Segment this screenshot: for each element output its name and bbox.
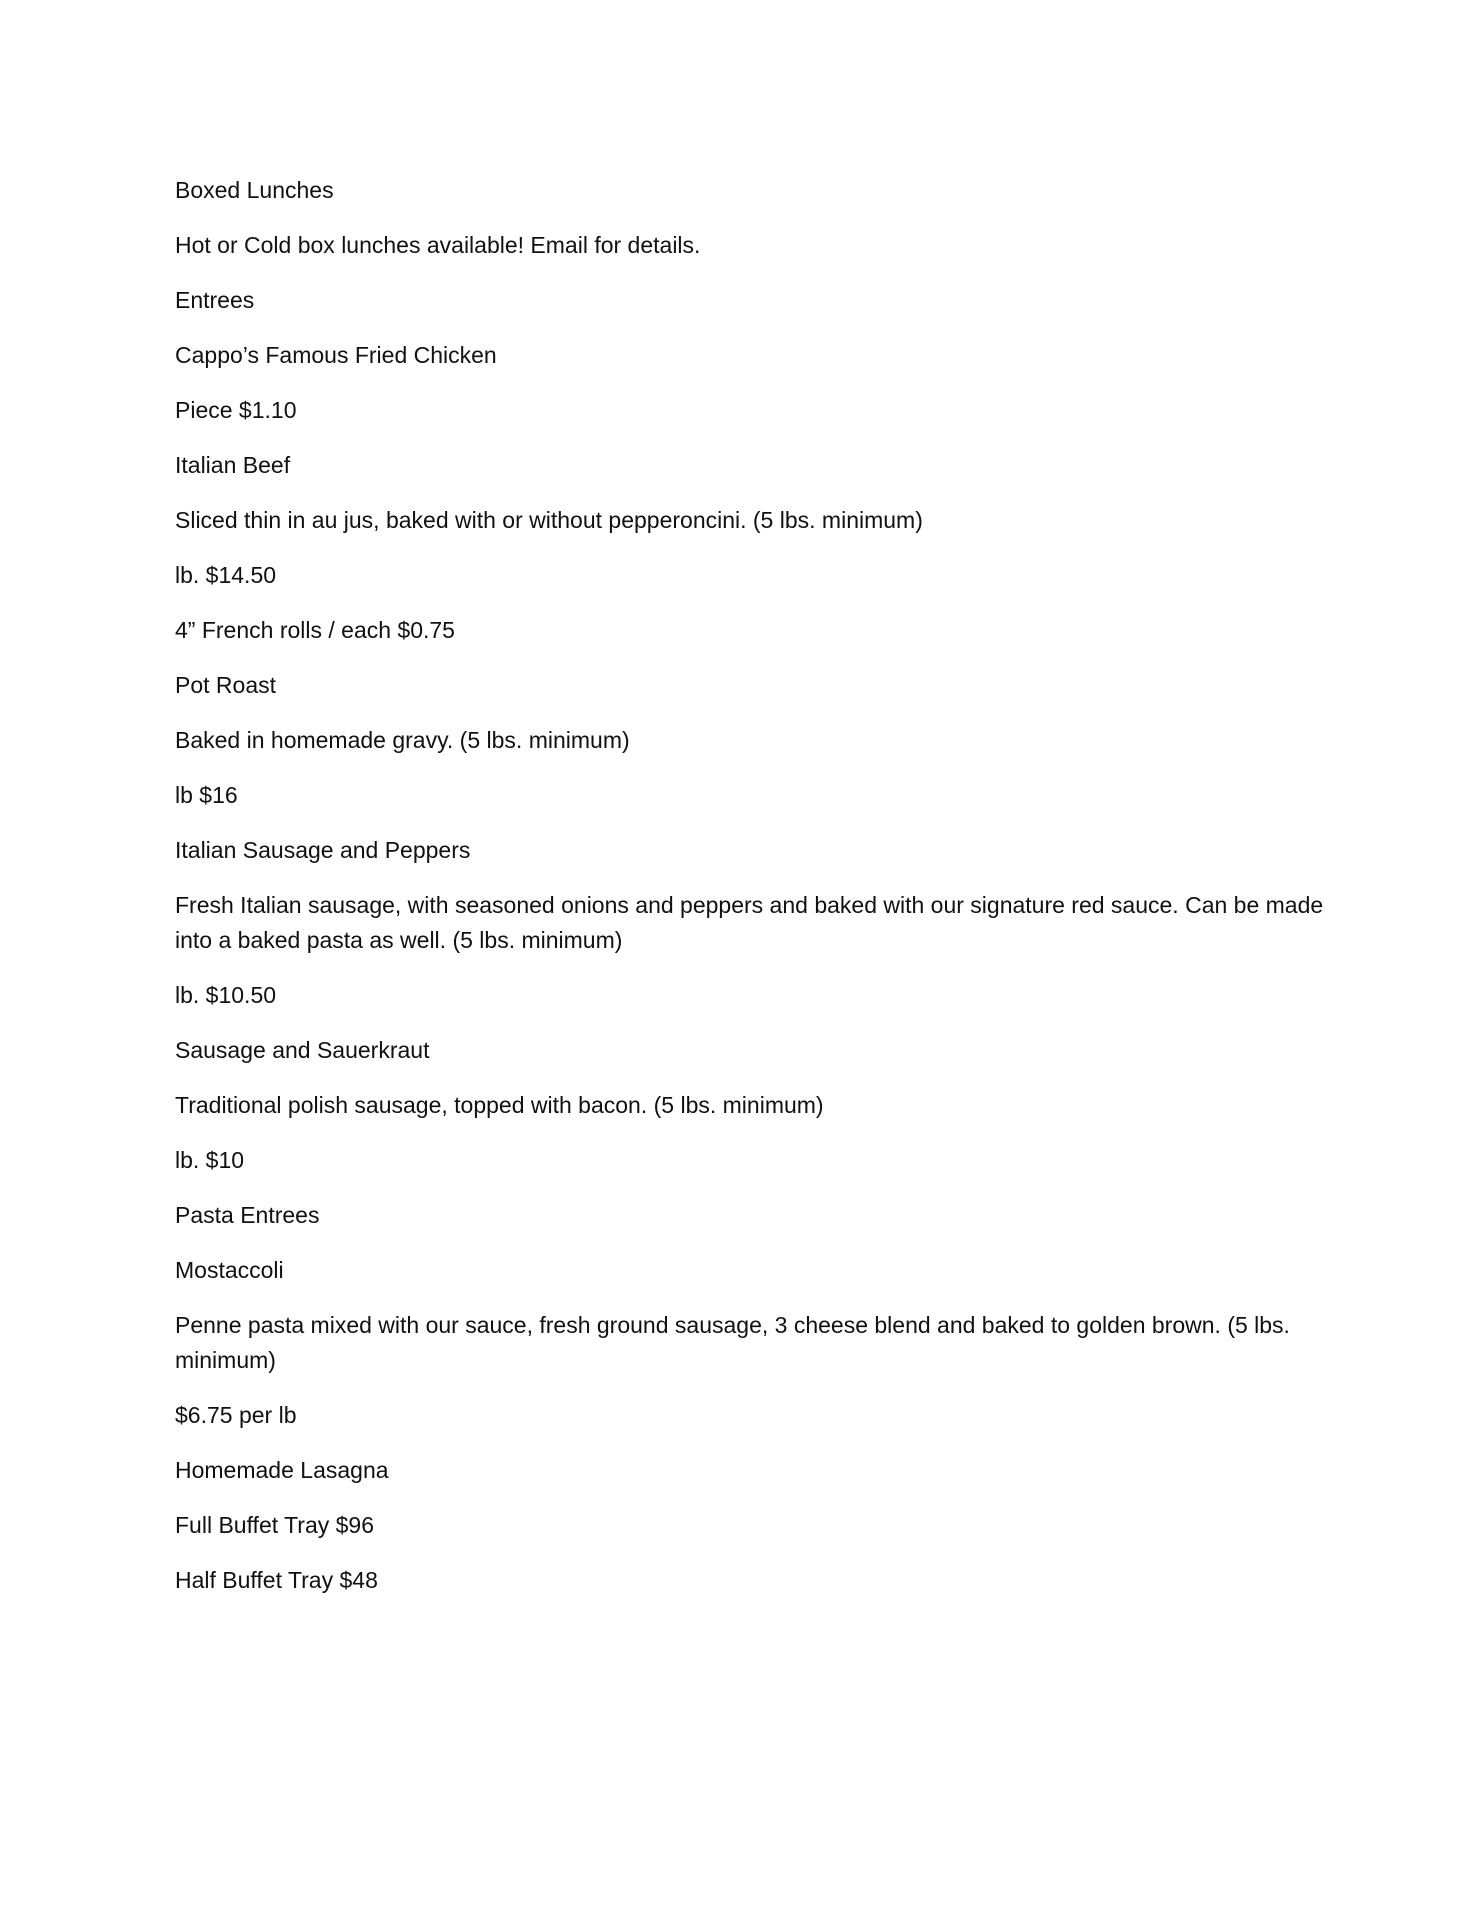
description-pot-roast: Baked in homemade gravy. (5 lbs. minimum) (175, 727, 630, 753)
item-fried-chicken: Cappo’s Famous Fried Chicken (175, 342, 497, 368)
menu-text-body (175, 173, 1325, 1618)
item-sausage-peppers: Italian Sausage and Peppers (175, 837, 471, 863)
price-french-rolls: 4” French rolls / each $0.75 (175, 617, 455, 643)
price-sausage-sauerkraut: lb. $10 (175, 1147, 245, 1173)
price-fried-chicken: Piece $1.10 (175, 397, 297, 423)
price-mostaccoli: $6.75 per lb (175, 1402, 297, 1428)
section-heading-boxed-lunches: Boxed Lunches (175, 177, 334, 203)
price-italian-beef: lb. $14.50 (175, 562, 277, 588)
price-pot-roast: lb $16 (175, 782, 238, 808)
item-pot-roast: Pot Roast (175, 672, 276, 698)
description-sausage-sauerkraut: Traditional polish sausage, topped with bacon. (5 lbs. minimum) (175, 1092, 824, 1118)
section-heading-entrees: Entrees (175, 287, 255, 313)
price-lasagna-full-tray: Full Buffet Tray $96 (175, 1512, 375, 1538)
price-lasagna-half-tray: Half Buffet Tray $48 (175, 1567, 378, 1593)
item-sausage-sauerkraut: Sausage and Sauerkraut (175, 1037, 430, 1063)
description-sausage-peppers: Fresh Italian sausage, with seasoned onions and peppers and baked with our signature red sauce. Can be made into a baked pasta as well. (5 lbs. minimum) (175, 892, 1324, 953)
boxed-lunches-note: Hot or Cold box lunches available! Email for details. (175, 232, 701, 258)
item-homemade-lasagna: Homemade Lasagna (175, 1457, 389, 1483)
item-mostaccoli: Mostaccoli (175, 1257, 284, 1283)
description-mostaccoli: Penne pasta mixed with our sauce, fresh ground sausage, 3 cheese blend and baked to golden brown. (5 lbs. minimum) (175, 1312, 1290, 1373)
item-italian-beef: Italian Beef (175, 452, 291, 478)
description-italian-beef: Sliced thin in au jus, baked with or without pepperoncini. (5 lbs. minimum) (175, 507, 923, 533)
price-sausage-peppers: lb. $10.50 (175, 982, 277, 1008)
section-heading-pasta-entrees: Pasta Entrees (175, 1202, 320, 1228)
